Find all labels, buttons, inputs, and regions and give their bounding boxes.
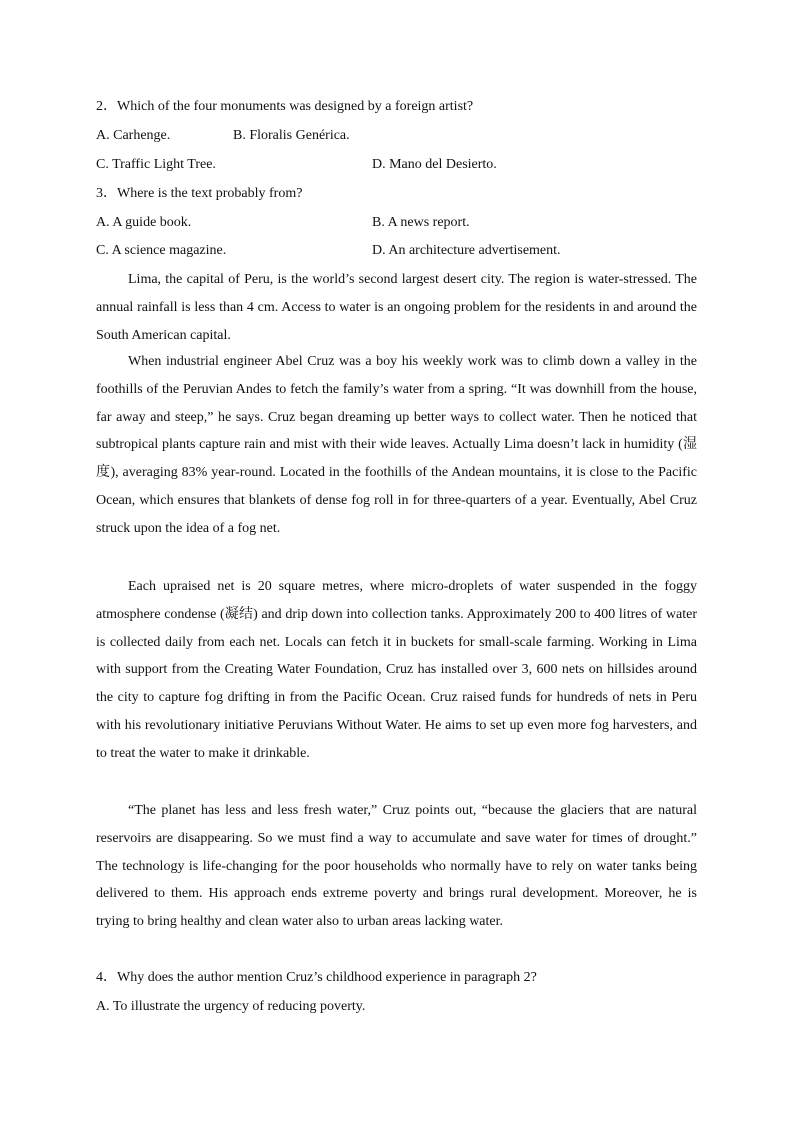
- passage-paragraph-2: When industrial engineer Abel Cruz was a boy his weekly work was to climb down a valley in the foothills of the Peruvian Andes to fetch the family’s water from a spring. “It was downhill from the house, far away and steep,” he says. Cruz began dreaming up better ways to collect water. Then he noticed that subtropical plants capture rain and mist with their wide leaves. Actually Lima doesn’t lack in humidity (湿度), averaging 83% year-round. Located in the foothills of the Andean mountains, it is close to the Pacific Ocean, which ensures that blankets of dense fog roll in for three-quarters of a year. Eventually, Abel Cruz struck upon the idea of a fog net.: [96, 354, 697, 536]
- passage-paragraph-4: “The planet has less and less fresh water,” Cruz points out, “because the glaciers that are natural reservoirs are disappearing. So we must find a way to accumulate and save water for times of drought.” The technology is life-changing for the poor households who normally have to rely on water tanks being delivered to them. His approach ends extreme poverty and brings rural development. Moreover, he is trying to bring healthy and clean water also to urban areas lacking water.: [96, 803, 697, 930]
- question-3-option-d: D. An architecture advertisement.: [372, 243, 561, 258]
- question-4-stem: 4．Why does the author mention Cruz’s childhood experience in paragraph 2?: [96, 970, 537, 985]
- question-3-option-c: C. A science magazine.: [96, 243, 227, 258]
- question-3-option-a: A. A guide book.: [96, 215, 192, 230]
- question-3-option-b: B. A news report.: [372, 215, 470, 230]
- passage-paragraph-3: Each upraised net is 20 square metres, where micro-droplets of water suspended in the foggy atmosphere condense (凝结) and drip down into collection tanks. Approximately 200 to 400 litres of water is collected daily from each net. Locals can fetch it in buckets for small-scale farming. Working in Lima with support from the Creating Water Foundation, Cruz has installed over 3, 600 nets on hillsides around the city to capture fog drifting in from the Pacific Ocean. Cruz raised funds for hundreds of nets in Peru with his revolutionary initiative Peruvians Without Water. He aims to set up even more fog harvesters, and to treat the water to make it drinkable.: [96, 579, 697, 761]
- question-2-option-a: A. Carhenge.: [96, 128, 171, 143]
- question-2-option-b: B. Floralis Genérica.: [233, 128, 350, 143]
- question-2-option-d: D. Mano del Desierto.: [372, 157, 497, 172]
- question-3-stem: 3．Where is the text probably from?: [96, 186, 303, 201]
- question-2-option-c: C. Traffic Light Tree.: [96, 157, 216, 172]
- question-4-option-a: A. To illustrate the urgency of reducing poverty.: [96, 999, 366, 1014]
- passage-paragraph-1: Lima, the capital of Peru, is the world’s second largest desert city. The region is water-stressed. The annual rainfall is less than 4 cm. Access to water is an ongoing problem for the residents in and around the South American capital.: [96, 272, 697, 343]
- question-2-stem: 2．Which of the four monuments was designed by a foreign artist?: [96, 99, 474, 114]
